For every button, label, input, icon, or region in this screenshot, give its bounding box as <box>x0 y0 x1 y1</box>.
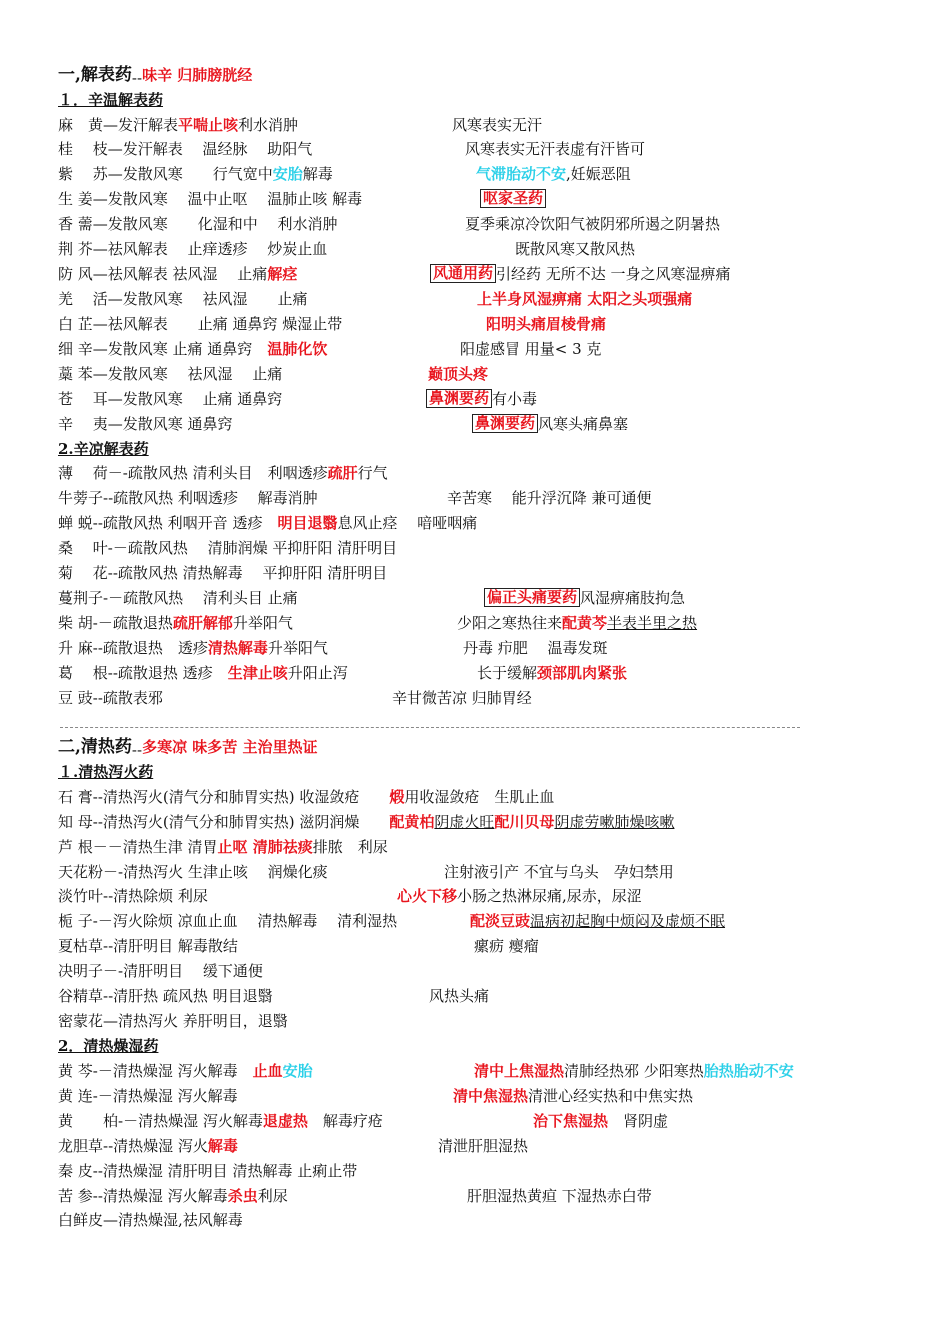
highlight-red-text: 心火下移 <box>397 887 458 905</box>
entry-text: 阳虚感冒 用量< 3 克 <box>460 340 602 358</box>
highlight-red-text: 解毒 <box>207 1137 238 1155</box>
entry-text: 用收湿敛疮 生肌止血 <box>404 788 555 806</box>
boxed-keyword: 呕家圣药 <box>480 189 546 208</box>
section-title: 一,解表药 <box>58 65 132 85</box>
entry-text: 注射液引产 不宜与乌头 孕妇禁用 <box>444 863 674 881</box>
entry-text: 瘰疬 瘿瘤 <box>474 937 539 955</box>
subsection-title: 2．清热燥湿药 <box>58 1037 159 1055</box>
entry-text: -- <box>131 69 143 87</box>
entry-text: 细 辛—发散风寒 止痛 通鼻窍 <box>58 340 268 358</box>
entry-text: 麻 黄—发汗解表 <box>58 116 179 134</box>
entry-text: 少阳之寒热往来 <box>457 614 563 632</box>
entry-text: 利尿 <box>257 1187 288 1205</box>
entry-text: 清泄肝胆湿热 <box>438 1137 529 1155</box>
highlight-red-text: 配黄柏 <box>389 813 435 831</box>
entry-text: 引经药 无所不达 一身之风寒湿痹痛 <box>496 265 731 283</box>
entry-text: 解毒疗疮 <box>307 1112 383 1130</box>
entry-text: 清肺经热邪 少阳寒热 <box>564 1062 704 1080</box>
entry-text: 黄 芩-－清热燥湿 泻火解毒 <box>58 1062 253 1080</box>
entry-text: 紫 苏—发散风寒 行气宽中 <box>58 165 273 183</box>
entry-text: 柴 胡-－疏散退热 <box>58 614 173 632</box>
entry-text: ,妊娠恶阻 <box>566 165 631 183</box>
highlight-red-text: 疏肝 <box>327 464 358 482</box>
underlined-text: 阴虚火旺 <box>434 813 495 831</box>
highlight-cyan-text: 安胎 <box>272 165 303 183</box>
entry-text: 芦 根－－清热生津 清胃 <box>58 838 218 856</box>
entry-text: 夏枯草--清肝明目 解毒散结 <box>58 937 238 955</box>
highlight-red-text: 清中上焦湿热 <box>474 1062 565 1080</box>
highlight-red-text: 明目退翳 <box>277 514 338 532</box>
entry-text: 羌 活—发散风寒 祛风湿 止痛 <box>58 290 308 308</box>
entry-text: 谷精草--清肝热 疏风热 明目退翳 <box>58 987 273 1005</box>
entry-text: 长于缓解 <box>477 664 538 682</box>
entry-text: 桑 叶-－疏散风热 清肺润燥 平抑肝阳 清肝明目 <box>58 539 398 557</box>
entry-text: 辛 夷—发散风寒 通鼻窍 <box>58 415 233 433</box>
highlight-red-text: 治下焦湿热 <box>533 1112 609 1130</box>
entry-text: 菊 花--疏散风热 清热解毒 平抑肝阳 清肝明目 <box>58 564 388 582</box>
entry-text: 藁 苯—发散风寒 祛风湿 止痛 <box>58 365 283 383</box>
highlight-red-text: 阳明头痛眉棱骨痛 <box>486 315 607 333</box>
highlight-red-text: 生津止咳 <box>227 664 288 682</box>
entry-text: 风寒头痛鼻塞 <box>538 415 629 433</box>
entry-text: -- <box>131 741 143 759</box>
entry-text: 升 麻--疏散退热 透疹 <box>58 639 208 657</box>
highlight-red-text: 巅顶头疼 <box>428 365 489 383</box>
entry-text: 石 膏--清热泻火(清气分和肺胃实热) 收湿敛疮 <box>58 788 390 806</box>
entry-text: 解毒 <box>302 165 333 183</box>
entry-text: 决明子－-清肝明目 缓下通便 <box>58 962 263 980</box>
highlight-red-text: 清热解毒 <box>207 639 268 657</box>
entry-text: 知 母--清热泻火(清气分和肺胃实热) 滋阴润燥 <box>58 813 390 831</box>
entry-text: 肾阴虚 <box>608 1112 669 1130</box>
entry-text: 辛苦寒 能升浮沉降 兼可通便 <box>447 489 652 507</box>
underlined-text: 温病初起胸中烦闷及虚烦不眠 <box>530 912 726 930</box>
entry-text: 葛 根--疏散退热 透疹 <box>58 664 228 682</box>
highlight-red-text: 温肺化饮 <box>267 340 328 358</box>
entry-text: 桂 枝—发汗解表 温经脉 助阳气 <box>58 140 313 158</box>
entry-text: 蝉 蜕--疏散风热 利咽开音 透疹 <box>58 514 278 532</box>
entry-text: 秦 皮--清热燥湿 清肝明目 清热解毒 止痢止带 <box>58 1162 358 1180</box>
highlight-red-text: 解痉 <box>267 265 298 283</box>
entry-text: 黄 连-－清热燥湿 泻火解毒 <box>58 1087 238 1105</box>
entry-text: 小肠之热淋尿痛,尿赤，尿涩 <box>457 887 642 905</box>
entry-text: 豆 豉--疏散表邪 <box>58 689 163 707</box>
entry-text: 风寒表实无汗表虚有汗皆可 <box>465 140 646 158</box>
entry-text: 天花粉－-清热泻火 生津止咳 润燥化痰 <box>58 863 328 881</box>
entry-text: 风湿痹痛肢拘急 <box>580 589 686 607</box>
entry-text: 夏季乘凉冷饮阳气被阴邪所遏之阴暑热 <box>465 215 721 233</box>
entry-text: 生 姜—发散风寒 温中止呕 温肺止咳 解毒 <box>58 190 363 208</box>
entry-text: 排脓 利尿 <box>312 838 388 856</box>
entry-text: 利水消肿 <box>238 116 299 134</box>
entry-text: 辛甘微苦凉 归肺胃经 <box>392 689 532 707</box>
entry-text: 既散风寒又散风热 <box>515 240 636 258</box>
section-divider <box>60 727 800 728</box>
highlight-red-text: 配黄芩 <box>562 614 608 632</box>
entry-text: 丹毒 疖肥 温毒发斑 <box>463 639 608 657</box>
underlined-text: 半表半里之热 <box>607 614 698 632</box>
entry-text: 黄 柏-－清热燥湿 泻火解毒 <box>58 1112 263 1130</box>
entry-text: 白鲜皮—清热燥湿,祛风解毒 <box>58 1211 243 1229</box>
highlight-red-text: 颈部肌肉紧张 <box>537 664 628 682</box>
entry-text: 清泄心经实热和中焦实热 <box>528 1087 694 1105</box>
highlight-cyan-text: 气滞胎动不安 <box>476 165 567 183</box>
subsection-title: 2.辛凉解表药 <box>58 440 149 458</box>
subsection-title: １．辛温解表药 <box>58 91 164 109</box>
section-title: 二,清热药 <box>58 737 132 757</box>
entry-text: 白 芷—祛风解表 止痛 通鼻窍 燥湿止带 <box>58 315 343 333</box>
highlight-red-text: 配淡豆豉 <box>470 912 531 930</box>
highlight-cyan-text: 安胎 <box>282 1062 313 1080</box>
entry-text: 牛蒡子--疏散风热 利咽透疹 解毒消肿 <box>58 489 318 507</box>
highlight-cyan-text: 胎热胎动不安 <box>703 1062 794 1080</box>
highlight-red-text: 平喘止咳 <box>178 116 239 134</box>
entry-text: 栀 子-－泻火除烦 凉血止血 清热解毒 清利湿热 <box>58 912 398 930</box>
entry-text: 龙胆草--清热燥湿 泻火 <box>58 1137 208 1155</box>
boxed-keyword: 风通用药 <box>430 264 496 283</box>
entry-text: 苍 耳—发散风寒 止痛 通鼻窍 <box>58 390 283 408</box>
entry-text: 苦 参--清热燥湿 泻火解毒 <box>58 1187 228 1205</box>
subsection-title: １.清热泻火药 <box>58 763 154 781</box>
highlight-red-text: 上半身风湿痹痛 太阳之头项强痛 <box>477 290 693 308</box>
entry-text: 有小毒 <box>492 390 538 408</box>
entry-text: 密蒙花—清热泻火 养肝明目，退翳 <box>58 1012 288 1030</box>
highlight-red-text: 止血 <box>252 1062 283 1080</box>
underlined-text: 阴虚劳嗽肺燥咳嗽 <box>554 813 675 831</box>
highlight-red-text: 煅 <box>389 788 405 806</box>
entry-text: 风热头痛 <box>429 987 490 1005</box>
entry-text: 升阳止泻 <box>287 664 348 682</box>
highlight-red-text: 多寒凉 味多苦 主治里热证 <box>142 738 318 756</box>
entry-text: 升举阳气 <box>267 639 328 657</box>
entry-text: 风寒表实无汗 <box>452 116 543 134</box>
highlight-red-text: 止呕 清肺祛痰 <box>217 838 313 856</box>
highlight-red-text: 味辛 归肺膀胱经 <box>142 66 253 84</box>
boxed-keyword: 偏正头痛要药 <box>484 588 580 607</box>
entry-text: 荆 芥—祛风解表 止痒透疹 炒炭止血 <box>58 240 328 258</box>
highlight-red-text: 退虚热 <box>262 1112 308 1130</box>
boxed-keyword: 鼻渊要药 <box>426 389 492 408</box>
highlight-red-text: 配川贝母 <box>494 813 555 831</box>
entry-text: 防 风—祛风解表 祛风湿 止痛 <box>58 265 268 283</box>
highlight-red-text: 杀虫 <box>227 1187 258 1205</box>
highlight-red-text: 疏肝解郁 <box>172 614 233 632</box>
entry-text: 薄 荷－-疏散风热 清利头目 利咽透疹 <box>58 464 328 482</box>
entry-text: 香 薷—发散风寒 化湿和中 利水消肿 <box>58 215 338 233</box>
entry-text: 肝胆湿热黄疸 下湿热赤白带 <box>467 1187 652 1205</box>
highlight-red-text: 清中焦湿热 <box>453 1087 529 1105</box>
boxed-keyword: 鼻渊要药 <box>472 414 538 433</box>
entry-text: 淡竹叶--清热除烦 利尿 <box>58 887 208 905</box>
entry-text: 升举阳气 <box>232 614 293 632</box>
entry-text: 行气 <box>357 464 388 482</box>
entry-text: 息风止痉 喑哑咽痛 <box>337 514 478 532</box>
entry-text: 蔓荆子-－疏散风热 清利头目 止痛 <box>58 589 298 607</box>
